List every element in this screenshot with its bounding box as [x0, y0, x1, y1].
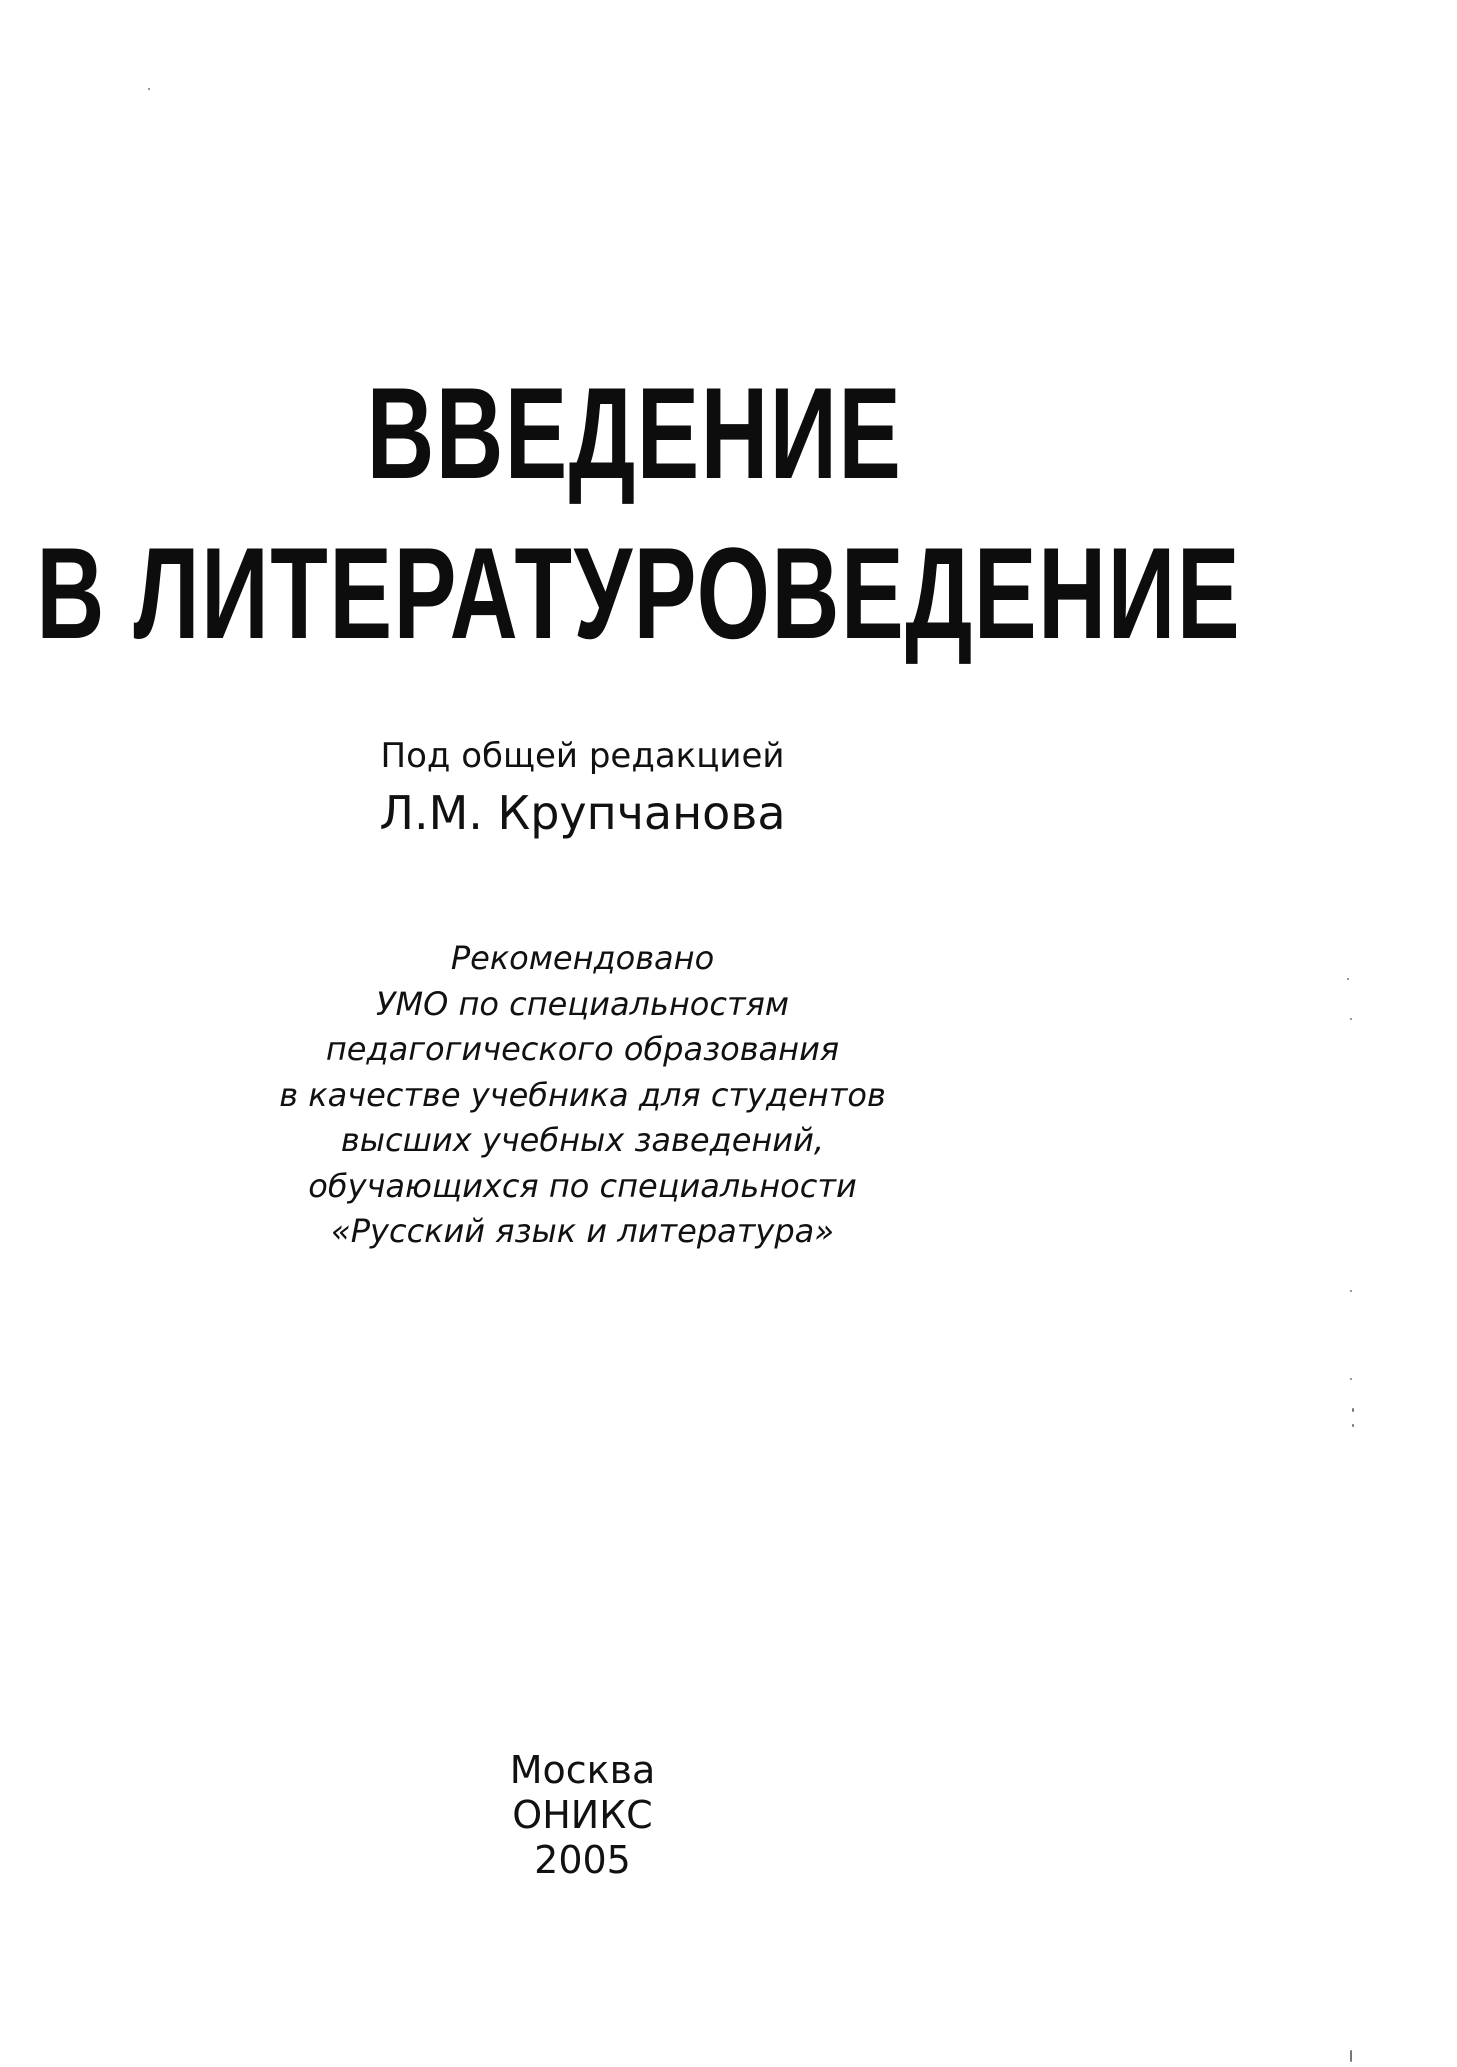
- recommendation-line: высших учебных заведений,: [340, 1121, 825, 1159]
- scan-speck: [1352, 1408, 1354, 1412]
- scan-speck: [1350, 2050, 1352, 2062]
- recommendation-line: в качестве учебника для студентов: [279, 1075, 886, 1114]
- recommendation-line: педагогического образования: [325, 1030, 840, 1068]
- book-title-line-1: ВВЕДЕНИЕ: [366, 360, 903, 506]
- recommendation-block: [0, 936, 1311, 1255]
- recommendation-line: обучающихся по специальности: [308, 1166, 857, 1205]
- scan-speck: [1350, 1378, 1352, 1380]
- scan-speck: [1350, 1290, 1352, 1292]
- scan-speck: [1347, 978, 1349, 980]
- editor-name: Л.М. Крупчанова: [379, 786, 786, 840]
- editor-label: Под общей редакцией: [380, 736, 785, 776]
- recommendation-line: «Русский язык и литература»: [330, 1212, 834, 1250]
- recommendation-line: УМО по специальностям: [376, 984, 789, 1023]
- scan-speck: [148, 88, 150, 90]
- book-title-line-2: В ЛИТЕРАТУРОВЕДЕНИЕ: [36, 520, 1242, 666]
- imprint-publisher: ОНИКС: [512, 1793, 653, 1837]
- scan-speck: [1352, 1424, 1354, 1427]
- recommendation-line: Рекомендовано: [450, 939, 715, 977]
- imprint-city: Москва: [509, 1748, 656, 1792]
- scan-speck: [1350, 1018, 1352, 1020]
- imprint: [0, 1748, 1311, 1883]
- imprint-year: 2005: [534, 1838, 631, 1882]
